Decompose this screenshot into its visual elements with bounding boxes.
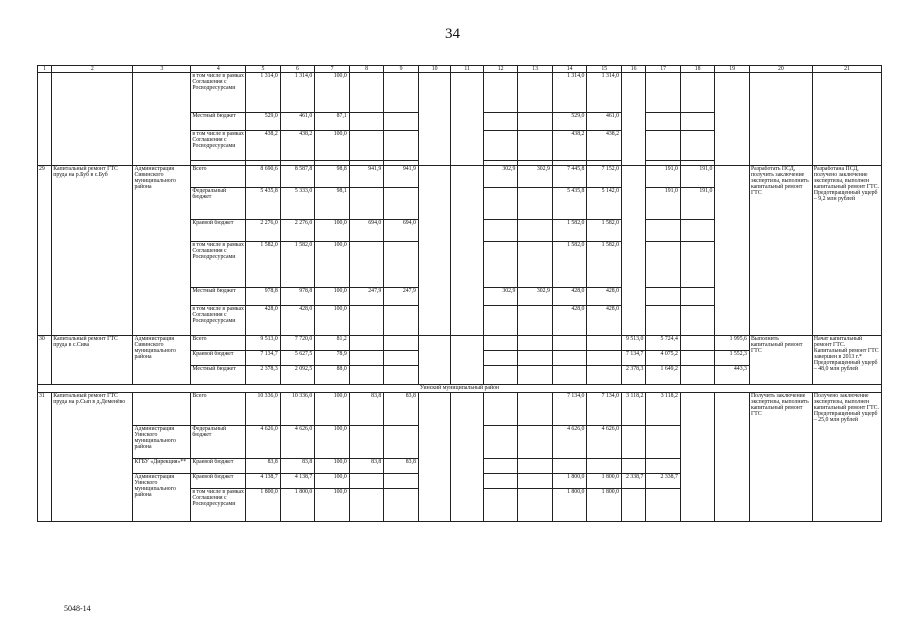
table-cell-c1: 29 [38, 166, 52, 336]
table-cell-c7: 100,0 [315, 474, 350, 489]
table-cell-c15: 1 582,0 [587, 242, 622, 288]
table-cell-c9 [384, 489, 419, 522]
table-cell-c9: 941,9 [384, 166, 419, 188]
column-number-cell: 20 [749, 66, 812, 73]
table-cell-c20: Выполнить капитальный ремонт ГТС [749, 336, 812, 385]
table-cell-c15: 428,0 [587, 288, 622, 306]
table-cell-c14: 7 134,0 [552, 393, 587, 426]
table-cell-c18: 191,0 [680, 166, 715, 188]
table-cell-c13 [518, 351, 553, 366]
table-cell-c20: Разработать ПСД, получить заключение экспертизы, выполнить капитальный ремонт ГТС [749, 166, 812, 336]
table-cell-c2: Капитальный ремонт ГТС пруда на р.Буб в с.Буб [52, 166, 133, 336]
table-cell-c13 [518, 336, 553, 351]
table-cell-c5: 529,0 [246, 113, 281, 131]
table-cell-c10 [418, 393, 451, 522]
table-cell-c5: 978,8 [246, 288, 281, 306]
table-cell-c14: 7 445,8 [552, 166, 587, 188]
table-cell-c10 [418, 336, 451, 385]
table-cell-c18 [680, 220, 715, 242]
table-cell-c13 [518, 489, 553, 522]
table-cell-c5: 2 378,3 [246, 366, 281, 385]
column-number-cell: 9 [384, 66, 419, 73]
table-cell-c6: 428,0 [280, 306, 315, 336]
table-cell-c12 [483, 336, 518, 351]
column-number-cell: 13 [518, 66, 553, 73]
table-cell-c17 [646, 489, 681, 522]
table-cell-c8: 83,8 [349, 459, 384, 474]
table-cell-c11 [451, 336, 484, 385]
table-cell-c10 [418, 166, 451, 336]
table-cell-c7: 100,0 [315, 393, 350, 426]
table-cell-c16: 2 378,3 [621, 366, 645, 385]
table-cell-c18 [680, 336, 715, 351]
table-cell-c9 [384, 426, 419, 459]
table-cell-c3: Администрация Сивинского муниципального района [133, 166, 191, 336]
table-cell-c17: 1 649,2 [646, 366, 681, 385]
table-cell-c6: 4 138,7 [280, 474, 315, 489]
table-row [38, 73, 882, 113]
table-cell-c12 [483, 242, 518, 288]
column-number-cell: 17 [646, 66, 681, 73]
table-cell-c9 [384, 73, 419, 113]
table-cell-c12 [483, 366, 518, 385]
column-number-cell: 15 [587, 66, 622, 73]
table-cell-c6: 8 587,8 [280, 166, 315, 188]
table-cell-c5: 2 276,0 [246, 220, 281, 242]
table-cell-c21: Начат капитальный ремонт ГТС. Капитальный ремонт ГТС завершен в 2013 г.* Предотвращенный ущерб – 48,0 млн рублей [812, 336, 881, 385]
table-cell-c5: 5 435,8 [246, 188, 281, 220]
table-cell-c16 [621, 73, 645, 166]
table-cell-c19: 1 552,3 [715, 351, 750, 366]
table-cell-c6: 5 333,0 [280, 188, 315, 220]
table-cell-c15 [587, 351, 622, 366]
table-cell-c5: 1 582,0 [246, 242, 281, 288]
table-cell-c6: 2 092,5 [280, 366, 315, 385]
column-number-cell: 14 [552, 66, 587, 73]
table-cell-c12 [483, 426, 518, 459]
table-cell-c5: 8 690,6 [246, 166, 281, 188]
table-cell-c1: 31 [38, 393, 52, 522]
table-cell-c7: 87,1 [315, 113, 350, 131]
table-cell-c8 [349, 73, 384, 113]
table-cell-c6: 438,2 [280, 131, 315, 161]
column-number-cell: 12 [483, 66, 518, 73]
table-cell-c4: в том числе в рамках Соглашения с Росводресурсами [191, 73, 246, 113]
table-cell-c4: Всего [191, 336, 246, 351]
table-cell-c5: 10 336,0 [246, 393, 281, 426]
table-cell-c16 [621, 459, 645, 474]
table-cell-c17: 3 118,2 [646, 393, 681, 426]
table-cell-c12 [483, 393, 518, 426]
table-cell-c7: 100,0 [315, 489, 350, 522]
table-cell-c7: 100,0 [315, 288, 350, 306]
table-cell-c13 [518, 242, 553, 288]
table-cell-c6: 1 582,0 [280, 242, 315, 288]
table-cell-c4: Всего [191, 393, 246, 426]
table-cell-c18 [680, 131, 715, 161]
table-cell-c16 [621, 489, 645, 522]
table-cell-c10 [418, 73, 451, 166]
table-cell-c7: 98,1 [315, 188, 350, 220]
table-cell-c13 [518, 306, 553, 336]
table-cell-c14: 428,0 [552, 306, 587, 336]
table-cell-c13 [518, 131, 553, 161]
table-cell-c2: Капитальный ремонт ГТС пруда на р.Сып в д.Деменёво [52, 393, 133, 522]
table-cell-c7: 100,0 [315, 242, 350, 288]
table-cell-c14 [552, 351, 587, 366]
table-body [38, 66, 882, 522]
table-cell-c15: 1 800,0 [587, 474, 622, 489]
table-cell-c12 [483, 131, 518, 161]
table-cell-c7: 100,0 [315, 426, 350, 459]
table-cell-c6: 2 276,0 [280, 220, 315, 242]
table-cell-c3: Администрация Уинского муниципального района [133, 426, 191, 459]
table-cell-c21: Разработана ПСД, получено заключение экспертизы, выполнен капитальный ремонт ГТС. Предотвращенный ущерб – 9,2 млн рублей [812, 166, 881, 336]
table-cell-c15: 461,0 [587, 113, 622, 131]
page-number: 34 [445, 26, 460, 42]
table-cell-c1: 30 [38, 336, 52, 385]
table-cell-c9 [384, 113, 419, 131]
table-cell-c15: 428,0 [587, 306, 622, 336]
table-cell-c13 [518, 113, 553, 131]
table-cell-c8 [349, 351, 384, 366]
table-cell-c9 [384, 474, 419, 489]
column-number-cell: 5 [246, 66, 281, 73]
table-cell-c16: 7 134,7 [621, 351, 645, 366]
table-cell-c11 [451, 393, 484, 522]
table-cell-c6: 10 336,0 [280, 393, 315, 426]
table-cell-c4: в том числе в рамках Соглашения с Росводресурсами [191, 131, 246, 161]
table-cell-c8 [349, 113, 384, 131]
table-cell-c6: 7 720,0 [280, 336, 315, 351]
table-cell-c5: 1 800,0 [246, 489, 281, 522]
table-cell-c8: 941,9 [349, 166, 384, 188]
table-cell-c8 [349, 188, 384, 220]
table-cell-c21 [812, 73, 881, 166]
section-title: Уинский муниципальный район [38, 385, 882, 393]
table-cell-c8 [349, 336, 384, 351]
table-cell-c13: 302,9 [518, 166, 553, 188]
table-cell-c12 [483, 188, 518, 220]
column-number-cell: 8 [349, 66, 384, 73]
table-cell-c15: 1 800,0 [587, 489, 622, 522]
table-cell-c12 [483, 113, 518, 131]
table-cell-c8: 83,8 [349, 393, 384, 426]
footer-code: 5048-14 [64, 604, 91, 613]
table-cell-c5: 83,8 [246, 459, 281, 474]
table-cell-c19: 443,3 [715, 366, 750, 385]
table-cell-c8 [349, 366, 384, 385]
column-number-cell: 7 [315, 66, 350, 73]
table-cell-c1 [38, 73, 52, 166]
table-cell-c5: 9 513,0 [246, 336, 281, 351]
table-cell-c18 [680, 73, 715, 113]
table-cell-c19 [715, 166, 750, 336]
table-cell-c17 [646, 73, 681, 113]
table-cell-c5: 4 138,7 [246, 474, 281, 489]
column-number-cell: 18 [680, 66, 715, 73]
table-cell-c18 [680, 366, 715, 385]
table-cell-c5: 1 314,0 [246, 73, 281, 113]
table-cell-c15 [587, 459, 622, 474]
table-cell-c17: 5 724,4 [646, 336, 681, 351]
table-cell-c4: в том числе в рамках Соглашения с Росводресурсами [191, 306, 246, 336]
table-cell-c20: Получить заключение экспертизы, выполнить капитальный ремонт ГТС [749, 393, 812, 522]
table-cell-c17: 191,0 [646, 188, 681, 220]
table-cell-c14: 1 800,0 [552, 489, 587, 522]
column-number-cell: 2 [52, 66, 133, 73]
table-cell-c4: Федеральный бюджет [191, 188, 246, 220]
table-cell-c7: 78,9 [315, 351, 350, 366]
table-cell-c8 [349, 242, 384, 288]
column-number-cell: 16 [621, 66, 645, 73]
table-cell-c9 [384, 188, 419, 220]
table-cell-c16 [621, 166, 645, 336]
table-cell-c15: 4 626,0 [587, 426, 622, 459]
table-cell-c3: Администрация Сивинского муниципального района [133, 336, 191, 385]
table-cell-c4: в том числе в рамках Соглашения с Росводресурсами [191, 242, 246, 288]
table-cell-c21: Получено заключение экспертизы, выполнен капитальный ремонт ГТС. Предотвращенный ущерб – 25,0 млн рублей [812, 393, 881, 522]
table-cell-c7: 98,8 [315, 166, 350, 188]
table-cell-c14 [552, 459, 587, 474]
column-number-row [38, 66, 882, 73]
column-number-cell: 19 [715, 66, 750, 73]
table-cell-c14: 1 314,0 [552, 73, 587, 113]
column-number-cell: 11 [451, 66, 484, 73]
table-cell-c8 [349, 131, 384, 161]
table-cell-c8 [349, 306, 384, 336]
table-cell-c4: Краевой бюджет [191, 351, 246, 366]
table-cell-c18 [680, 393, 715, 522]
table-cell-c4: Краевой бюджет [191, 220, 246, 242]
table-row [38, 166, 882, 188]
table-cell-c4: Краевой бюджет [191, 459, 246, 474]
table-cell-c7: 100,0 [315, 306, 350, 336]
table-cell-c9 [384, 351, 419, 366]
table-cell-c17 [646, 459, 681, 474]
table-cell-c11 [451, 73, 484, 166]
table-cell-c5: 438,2 [246, 131, 281, 161]
table-cell-c17: 2 338,7 [646, 474, 681, 489]
table-cell-c4: Местный бюджет [191, 288, 246, 306]
table-cell-c13 [518, 474, 553, 489]
table-cell-c9 [384, 336, 419, 351]
table-cell-c9 [384, 131, 419, 161]
table-cell-c15: 438,2 [587, 131, 622, 161]
table-cell-c17 [646, 426, 681, 459]
table-cell-c8 [349, 426, 384, 459]
table-cell-c3: КГБУ «Дирекция»** [133, 459, 191, 474]
table-cell-c17 [646, 113, 681, 131]
table-cell-c9 [384, 242, 419, 288]
table-cell-c18 [680, 306, 715, 336]
table-cell-c13: 302,9 [518, 288, 553, 306]
table-cell-c8 [349, 489, 384, 522]
table-cell-c6: 83,8 [280, 459, 315, 474]
table-cell-c15: 7 134,0 [587, 393, 622, 426]
table-cell-c4: Местный бюджет [191, 366, 246, 385]
table-cell-c13 [518, 220, 553, 242]
table-cell-c12 [483, 351, 518, 366]
table-row [38, 393, 882, 426]
table-cell-c12: 302,9 [483, 166, 518, 188]
column-number-cell: 1 [38, 66, 52, 73]
table-cell-c7: 88,0 [315, 366, 350, 385]
table-cell-c6: 5 627,5 [280, 351, 315, 366]
table-cell-c4: Местный бюджет [191, 113, 246, 131]
table-cell-c6: 1 314,0 [280, 73, 315, 113]
table-cell-c12 [483, 306, 518, 336]
table-cell-c18: 191,0 [680, 188, 715, 220]
table-cell-c3: Администрация Уинского муниципального района [133, 474, 191, 522]
table-cell-c16: 2 338,7 [621, 474, 645, 489]
table-cell-c17 [646, 242, 681, 288]
table-cell-c17 [646, 220, 681, 242]
table-cell-c13 [518, 393, 553, 426]
table-cell-c6: 4 626,0 [280, 426, 315, 459]
table-cell-c19 [715, 393, 750, 522]
column-number-cell: 4 [191, 66, 246, 73]
table-cell-c14: 5 435,8 [552, 188, 587, 220]
table-cell-c19: 1 995,6 [715, 336, 750, 351]
table-cell-c5: 4 626,0 [246, 426, 281, 459]
table-cell-c7: 100,0 [315, 73, 350, 113]
table-cell-c13 [518, 73, 553, 113]
column-number-cell: 3 [133, 66, 191, 73]
table-cell-c2: Капитальный ремонт ГТС пруда в с.Сива [52, 336, 133, 385]
table-cell-c15: 1 314,0 [587, 73, 622, 113]
table-cell-c14 [552, 366, 587, 385]
table-cell-c2 [52, 73, 133, 166]
table-cell-c7: 81,2 [315, 336, 350, 351]
table-cell-c17: 4 075,2 [646, 351, 681, 366]
table-cell-c6: 978,8 [280, 288, 315, 306]
table-cell-c18 [680, 242, 715, 288]
table-cell-c14: 1 582,0 [552, 242, 587, 288]
table-cell-c12 [483, 73, 518, 113]
table-cell-c13 [518, 426, 553, 459]
table-cell-c17: 191,0 [646, 166, 681, 188]
table-cell-c8: 694,0 [349, 220, 384, 242]
table-cell-c4: в том числе в рамках Соглашения с Росводресурсами [191, 489, 246, 522]
table-cell-c8: 247,9 [349, 288, 384, 306]
table-cell-c13 [518, 188, 553, 220]
table-cell-c16 [621, 426, 645, 459]
column-number-cell: 6 [280, 66, 315, 73]
table-cell-c19 [715, 73, 750, 166]
table-cell-c14 [552, 336, 587, 351]
table-cell-c9: 247,9 [384, 288, 419, 306]
table-cell-c3 [133, 73, 191, 166]
table-cell-c20 [749, 73, 812, 166]
table-cell-c9: 694,0 [384, 220, 419, 242]
table-cell-c17 [646, 288, 681, 306]
table-cell-c5: 428,0 [246, 306, 281, 336]
table-cell-c12 [483, 459, 518, 474]
table-cell-c8 [349, 474, 384, 489]
table-cell-c12 [483, 474, 518, 489]
table-cell-c13 [518, 459, 553, 474]
table-cell-c12: 302,9 [483, 288, 518, 306]
table-cell-c12 [483, 220, 518, 242]
table-cell-c7: 100,0 [315, 220, 350, 242]
section-row [38, 385, 882, 393]
table-cell-c5: 7 134,7 [246, 351, 281, 366]
table-cell-c15: 5 142,0 [587, 188, 622, 220]
table-cell-c15: 1 582,0 [587, 220, 622, 242]
table-row [38, 336, 882, 351]
table-cell-c4: Федеральный бюджет [191, 426, 246, 459]
table-cell-c14: 428,0 [552, 288, 587, 306]
table-cell-c9 [384, 366, 419, 385]
table-cell-c16: 9 513,0 [621, 336, 645, 351]
table-cell-c18 [680, 113, 715, 131]
table-cell-c18 [680, 351, 715, 366]
table-cell-c15: 7 152,0 [587, 166, 622, 188]
table-cell-c13 [518, 366, 553, 385]
table-cell-c14: 4 626,0 [552, 426, 587, 459]
table-cell-c14: 438,2 [552, 131, 587, 161]
column-number-cell: 10 [418, 66, 451, 73]
table-cell-c9: 83,8 [384, 393, 419, 426]
table-cell-c14: 1 800,0 [552, 474, 587, 489]
table-cell-c7: 100,0 [315, 459, 350, 474]
table-cell-c6: 1 800,0 [280, 489, 315, 522]
table-cell-c15 [587, 366, 622, 385]
table-cell-c18 [680, 288, 715, 306]
table-cell-c14: 529,0 [552, 113, 587, 131]
table-cell-c6: 461,0 [280, 113, 315, 131]
column-number-cell: 21 [812, 66, 881, 73]
table-cell-c17 [646, 131, 681, 161]
table-cell-c11 [451, 166, 484, 336]
table-cell-c12 [483, 489, 518, 522]
budget-table [37, 65, 882, 522]
table-cell-c16: 3 118,2 [621, 393, 645, 426]
table-cell-c7: 100,0 [315, 131, 350, 161]
table-cell-c17 [646, 306, 681, 336]
table-cell-c4: Всего [191, 166, 246, 188]
table-cell-c9 [384, 306, 419, 336]
table-cell-c15 [587, 336, 622, 351]
table-cell-c14: 1 582,0 [552, 220, 587, 242]
table-cell-c3 [133, 393, 191, 426]
table-cell-c4: Краевой бюджет [191, 474, 246, 489]
table-cell-c9: 83,8 [384, 459, 419, 474]
